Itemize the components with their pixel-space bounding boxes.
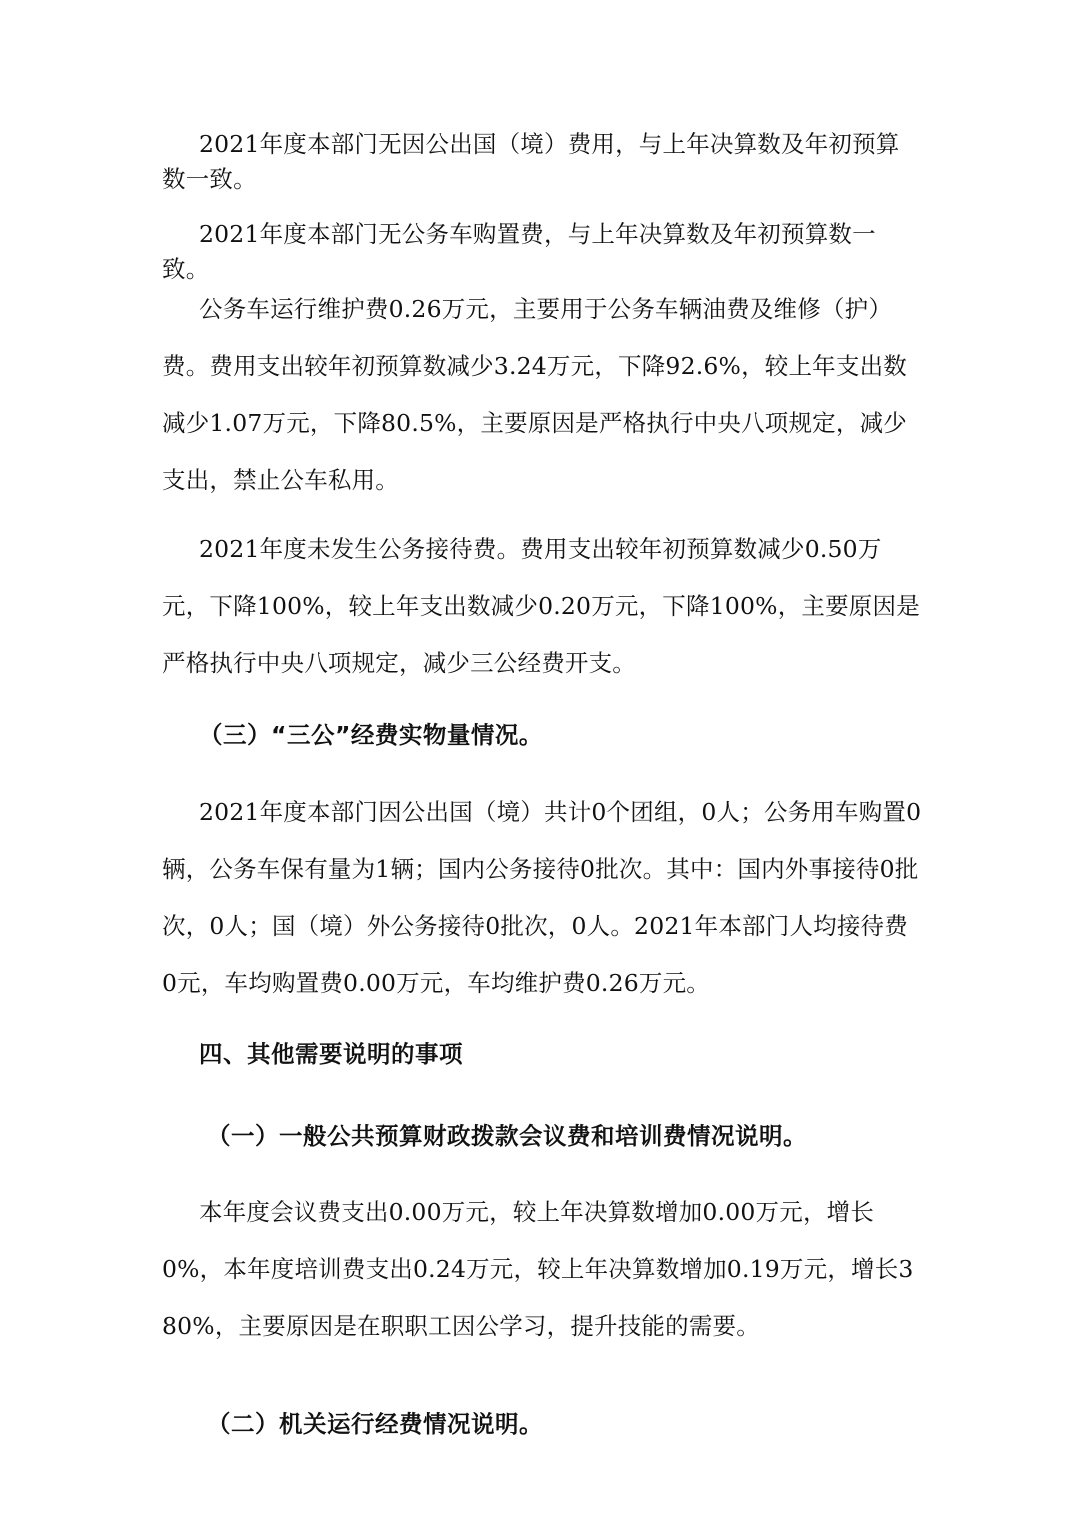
paragraph-vehicle-maintenance-expense: 公务车运行维护费0.26万元，主要用于公务车辆油费及维修（护）费。费用支出较年初预算数减少3.24万元，下降92.6%，较上年支出数减少1.07万元，下降80.5%，主要原因是严格执行中央八项规定，减少支出，禁止公车私用。 bbox=[162, 295, 907, 494]
paragraph-reception-expense: 2021年度未发生公务接待费。费用支出较年初预算数减少0.50万元，下降100%，较上年支出数减少0.20万元，下降100%，主要原因是严格执行中央八项规定，减少三公经费开支。 bbox=[162, 535, 920, 677]
heading-sangong-physical-quantity: （三）“三公”经费实物量情况。 bbox=[199, 721, 543, 749]
paragraph-meeting-training-details: 本年度会议费支出0.00万元，较上年决算数增加0.00万元，增长0%，本年度培训费支出0.24万元，较上年决算数增加0.19万元，增长380%，主要原因是在职职工因公学习，提升技能的需要。 bbox=[162, 1198, 914, 1340]
heading-office-operation-expense: （二）机关运行经费情况说明。 bbox=[207, 1410, 543, 1438]
heading-meeting-training-expense: （一）一般公共预算财政拨款会议费和培训费情况说明。 bbox=[207, 1122, 807, 1150]
paragraph-sangong-physical-details: 2021年度本部门因公出国（境）共计0个团组，0人；公务用车购置0辆，公务车保有量为1辆；国内公务接待0批次。其中：国内外事接待0批次，0人；国（境）外公务接待0批次，0人。2021年本部门人均接待费0元，车均购置费0.00万元，车均维护费0.26万元。 bbox=[162, 798, 922, 997]
paragraph-vehicle-purchase-expense: 2021年度本部门无公务车购置费，与上年决算数及年初预算数一致。 bbox=[162, 220, 876, 283]
heading-other-matters: 四、其他需要说明的事项 bbox=[199, 1040, 463, 1068]
paragraph-overseas-travel-expense: 2021年度本部门无因公出国（境）费用，与上年决算数及年初预算数一致。 bbox=[162, 130, 900, 193]
